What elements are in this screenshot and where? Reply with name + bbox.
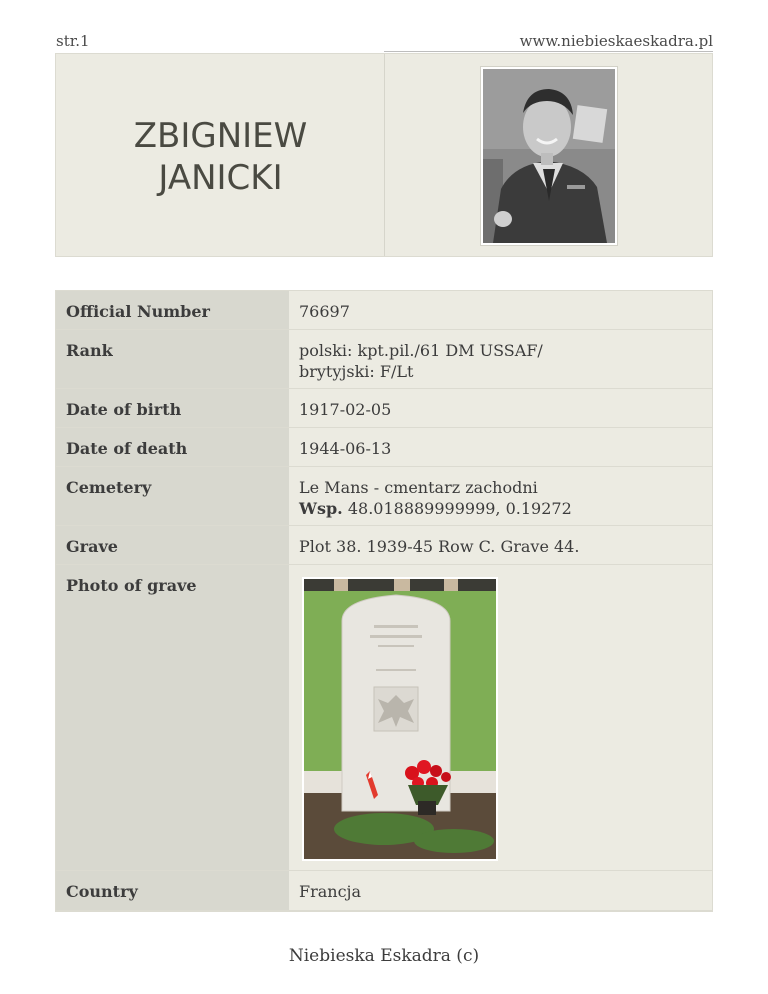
portrait-image (483, 69, 615, 243)
label-rank: Rank (56, 330, 289, 388)
label-cemetery: Cemetery (56, 467, 289, 525)
rank-polish: polski: kpt.pil./61 DM USSAF/ (299, 341, 543, 360)
value-date-of-death: 1944-06-13 (299, 439, 392, 458)
label-photo-of-grave: Photo of grave (56, 565, 289, 870)
last-name: JANICKI (158, 158, 283, 198)
cemetery-coordinates (299, 498, 702, 519)
value-rank (289, 330, 712, 388)
details-table (55, 290, 713, 912)
row-date-of-death (56, 428, 712, 467)
row-grave (56, 526, 712, 565)
label-country: Country (56, 871, 289, 910)
row-date-of-birth (56, 389, 712, 428)
value-country: Francja (299, 882, 362, 901)
value-official-number: 76697 (299, 302, 350, 321)
portrait-cell (385, 54, 712, 256)
grave-photo (302, 577, 498, 861)
row-country (56, 871, 712, 911)
coords-label: Wsp. (299, 499, 343, 518)
value-grave: Plot 38. 1939-45 Row C. Grave 44. (299, 537, 580, 556)
row-cemetery (56, 467, 712, 526)
value-date-of-birth: 1917-02-05 (299, 400, 392, 419)
footer-copyright: Niebieska Eskadra (c) (288, 946, 480, 966)
label-date-of-birth: Date of birth (56, 389, 289, 427)
portrait-photo (480, 66, 618, 246)
page-number: str.1 (56, 32, 90, 50)
website-url: www.niebieskaeskadra.pl (519, 32, 713, 50)
value-cemetery (289, 467, 712, 525)
cemetery-name: Le Mans - cmentarz zachodni (299, 478, 538, 497)
name-cell (56, 54, 385, 256)
label-official-number: Official Number (56, 291, 289, 329)
label-date-of-death: Date of death (56, 428, 289, 466)
grave-image (304, 579, 496, 859)
rank-british: brytyjski: F/Lt (299, 362, 414, 381)
coords-value: 48.018889999999, 0.19272 (347, 499, 572, 518)
row-rank (56, 330, 712, 389)
row-official-number (56, 291, 712, 330)
first-name: ZBIGNIEW (133, 116, 308, 156)
label-grave: Grave (56, 526, 289, 564)
header-divider (384, 51, 713, 52)
profile-header (55, 53, 713, 257)
